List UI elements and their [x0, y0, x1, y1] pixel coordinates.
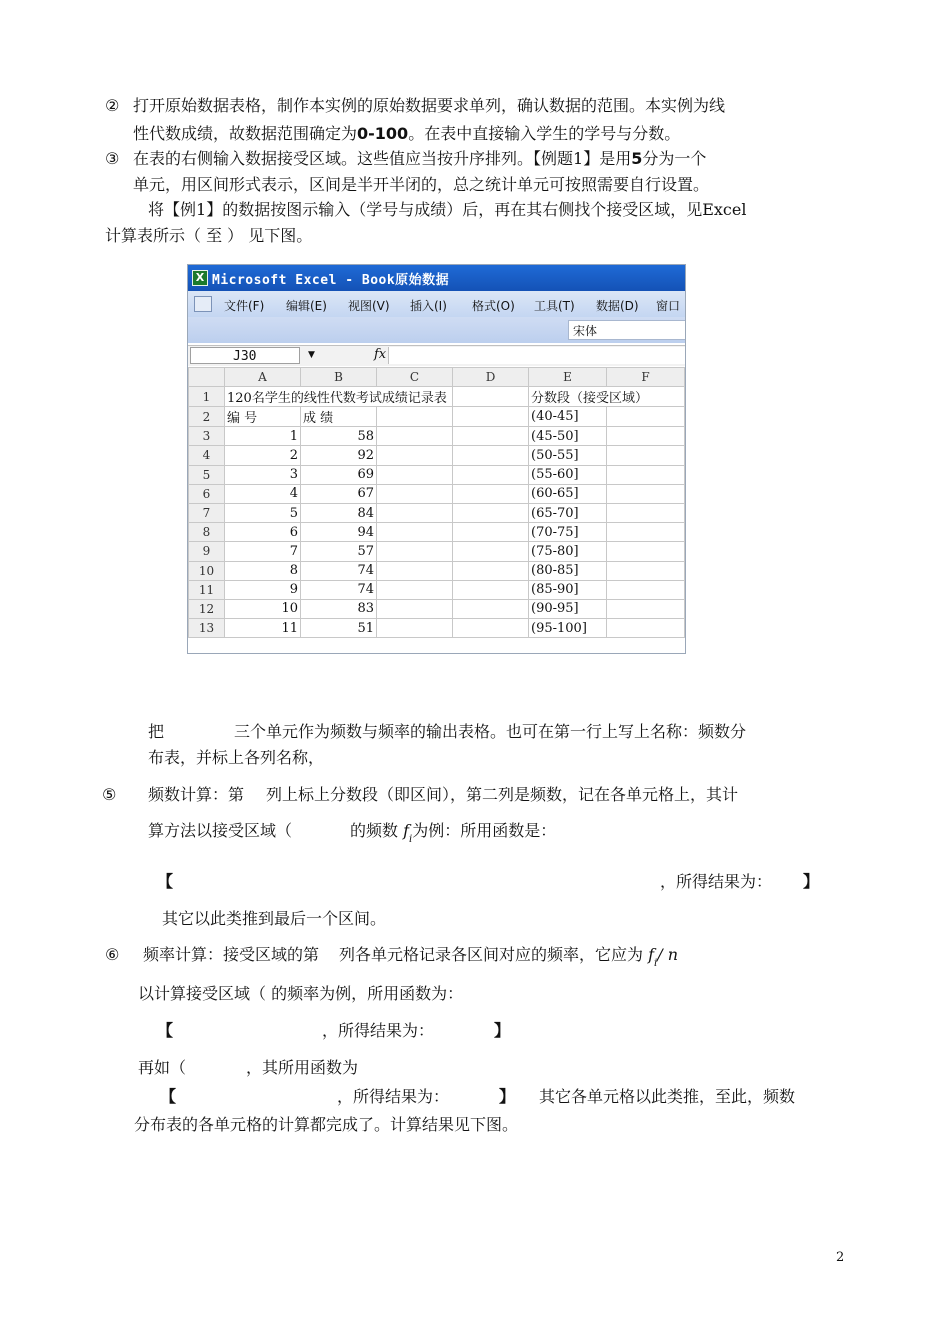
cell-range[interactable]: (75-80]	[529, 542, 607, 561]
cell[interactable]	[377, 542, 453, 561]
cell-score[interactable]: 83	[301, 599, 377, 618]
para5-line1: 频数计算：第 列上标上分数段（即区间），第二列是频数，记在各单元格上，其计	[148, 785, 739, 804]
cell-id-header[interactable]: 编 号	[225, 407, 301, 427]
cell-score[interactable]: 51	[301, 619, 377, 638]
table-row	[189, 542, 685, 561]
cell[interactable]	[377, 407, 453, 427]
row-header[interactable]: 3	[189, 427, 225, 446]
menu-insert[interactable]: 插入(I)	[410, 299, 447, 313]
cell-range[interactable]: (90-95]	[529, 599, 607, 618]
row-header[interactable]: 6	[189, 484, 225, 503]
cell-score[interactable]: 74	[301, 580, 377, 599]
row-header[interactable]: 5	[189, 465, 225, 484]
item-marker-3: ③	[105, 149, 120, 168]
row-header[interactable]: 4	[189, 446, 225, 465]
excel-menu-bar	[188, 291, 686, 317]
para5-line4: 其它以此类推到最后一个区间。	[162, 909, 387, 928]
cell-range[interactable]: (50-55]	[529, 446, 607, 465]
excel-toolbar	[188, 317, 686, 343]
para6-line6: 分布表的各单元格的计算都完成了。计算结果见下图。	[134, 1115, 519, 1134]
fx-icon[interactable]: fx	[374, 347, 387, 362]
cell[interactable]	[377, 484, 453, 503]
workbook-icon[interactable]	[194, 296, 212, 312]
cell[interactable]	[377, 465, 453, 484]
cell[interactable]	[607, 446, 685, 465]
cell[interactable]	[453, 619, 529, 638]
cell[interactable]	[607, 619, 685, 638]
cell[interactable]	[607, 523, 685, 542]
cell-range[interactable]: (40-45]	[529, 407, 607, 427]
row-header[interactable]: 12	[189, 599, 225, 618]
para4-line2: 计算表所示（ 至 ） 见下图。	[105, 226, 313, 245]
cell[interactable]	[453, 561, 529, 580]
table-row	[189, 465, 685, 484]
para6-bracket-open-2: 【	[160, 1087, 177, 1106]
para6-line1: 频率计算：接受区域的第 列各单元格记录各区间对应的频率，它应为 $f_i/$ n	[143, 945, 679, 969]
cell-range[interactable]: (65-70]	[529, 503, 607, 522]
menu-tools[interactable]: 工具(T)	[534, 299, 575, 313]
table-row	[189, 580, 685, 599]
table-row	[189, 407, 685, 427]
para2-line2: 性代数成绩，故数据范围确定为0-100。在表中直接输入学生的学号与分数。	[133, 124, 681, 143]
cell-id[interactable]: 1	[225, 427, 301, 446]
excel-window-title: Microsoft Excel - Book原始数据	[212, 273, 450, 288]
item-marker-6: ⑥	[105, 945, 120, 964]
spreadsheet-grid	[188, 367, 685, 638]
table-row	[189, 484, 685, 503]
cell-id[interactable]: 8	[225, 561, 301, 580]
table-row	[189, 619, 685, 638]
table-row	[189, 561, 685, 580]
table-row	[189, 523, 685, 542]
cell-range[interactable]: (80-85]	[529, 561, 607, 580]
cell-id[interactable]: 5	[225, 503, 301, 522]
row-header[interactable]: 8	[189, 523, 225, 542]
row-header[interactable]: 11	[189, 580, 225, 599]
cell-id[interactable]: 6	[225, 523, 301, 542]
cell[interactable]	[607, 407, 685, 427]
para4-line1: 将【例1】的数据按图示输入（学号与成绩）后，再在其右侧找个接受区域，见Excel	[148, 200, 747, 219]
cell[interactable]	[453, 407, 529, 427]
menu-edit[interactable]: 编辑(E)	[286, 299, 327, 313]
column-header[interactable]: B	[301, 368, 377, 387]
cell[interactable]	[607, 427, 685, 446]
cell[interactable]	[453, 599, 529, 618]
para-ba-line2: 布表，并标上各列名称，	[148, 748, 325, 767]
cell-id[interactable]: 7	[225, 542, 301, 561]
cell[interactable]	[377, 503, 453, 522]
table-row	[189, 427, 685, 446]
cell-id[interactable]: 9	[225, 580, 301, 599]
formula-input[interactable]	[388, 347, 686, 364]
para6-result-label-2: ，所得结果为：	[337, 1087, 450, 1106]
cell-range[interactable]: (55-60]	[529, 465, 607, 484]
cell[interactable]	[377, 561, 453, 580]
column-header[interactable]: F	[607, 368, 685, 387]
column-header[interactable]: D	[453, 368, 529, 387]
column-header[interactable]: C	[377, 368, 453, 387]
font-name-select[interactable]: 宋体	[568, 320, 686, 340]
cell-id[interactable]: 11	[225, 619, 301, 638]
page-number: 2	[836, 1250, 845, 1265]
menu-format[interactable]: 格式(O)	[472, 299, 515, 313]
menu-data[interactable]: 数据(D)	[596, 299, 639, 313]
cell-score[interactable]: 92	[301, 446, 377, 465]
cell[interactable]	[453, 427, 529, 446]
item-marker-2: ②	[105, 96, 120, 115]
para-ba-line1: 把 三个单元作为频数与频率的输出表格。也可在第一行上写上名称：频数分	[148, 722, 747, 741]
para5-bracket-close: 】	[803, 872, 820, 891]
row-header[interactable]: 13	[189, 619, 225, 638]
cell[interactable]	[607, 542, 685, 561]
para6-result-label: ，所得结果为：	[322, 1021, 435, 1040]
cell-id[interactable]: 4	[225, 484, 301, 503]
select-all-corner[interactable]	[189, 368, 225, 387]
cell[interactable]	[453, 503, 529, 522]
cell[interactable]	[453, 523, 529, 542]
cell[interactable]	[453, 446, 529, 465]
cell[interactable]	[377, 446, 453, 465]
cell-range[interactable]: (70-75]	[529, 523, 607, 542]
cell[interactable]	[453, 387, 529, 407]
menu-view[interactable]: 视图(V)	[348, 299, 390, 313]
cell-score-header[interactable]: 成 绩	[301, 407, 377, 427]
cell-score[interactable]: 69	[301, 465, 377, 484]
para5-bracket-open: 【	[157, 872, 174, 891]
row-header[interactable]: 7	[189, 503, 225, 522]
cell-score[interactable]: 74	[301, 561, 377, 580]
row-header[interactable]: 2	[189, 407, 225, 427]
cell[interactable]	[377, 599, 453, 618]
table-row	[189, 387, 685, 407]
excel-logo-icon: X	[192, 270, 208, 286]
item-marker-5: ⑤	[102, 785, 117, 804]
para6-line5-tail: 其它各单元格以此类推，至此，频数	[539, 1087, 796, 1106]
cell[interactable]	[607, 484, 685, 503]
cell[interactable]	[377, 619, 453, 638]
para5-line2: 算方法以接受区域（ 的频数 $f_i$为例：所用函数是：	[148, 821, 557, 845]
cell-range-header[interactable]: 分数段（接受区域）	[529, 387, 685, 407]
menu-window[interactable]: 窗口	[656, 299, 681, 313]
para6-bracket-close-2: 】	[499, 1087, 516, 1106]
cell-score[interactable]: 58	[301, 427, 377, 446]
para6-bracket-close: 】	[494, 1021, 511, 1040]
column-header[interactable]: E	[529, 368, 607, 387]
cell-score[interactable]: 67	[301, 484, 377, 503]
cell-id[interactable]: 10	[225, 599, 301, 618]
cell-score[interactable]: 84	[301, 503, 377, 522]
table-row	[189, 503, 685, 522]
excel-title-bar	[188, 265, 686, 291]
cell[interactable]	[453, 580, 529, 599]
cell[interactable]	[607, 503, 685, 522]
cell[interactable]	[377, 427, 453, 446]
column-header[interactable]: A	[225, 368, 301, 387]
cell[interactable]	[607, 465, 685, 484]
excel-screenshot	[187, 264, 686, 654]
cell-range[interactable]: (85-90]	[529, 580, 607, 599]
cell[interactable]	[607, 561, 685, 580]
cell-range[interactable]: (95-100]	[529, 619, 607, 638]
cell[interactable]	[377, 523, 453, 542]
para6-bracket-open: 【	[157, 1021, 174, 1040]
chevron-down-icon[interactable]: ▼	[308, 350, 315, 360]
para5-result-label: ，所得结果为：	[660, 872, 773, 891]
cell[interactable]	[453, 542, 529, 561]
name-box[interactable]: J30	[190, 347, 300, 364]
cell-id[interactable]: 3	[225, 465, 301, 484]
cell[interactable]	[607, 599, 685, 618]
para6-line2: 以计算接受区域（ 的频率为例，所用函数为：	[138, 984, 464, 1003]
table-row	[189, 446, 685, 465]
para6-line4: 再如（ ，其所用函数为	[138, 1058, 359, 1077]
cell[interactable]	[377, 580, 453, 599]
cell-score[interactable]: 57	[301, 542, 377, 561]
menu-file[interactable]: 文件(F)	[224, 299, 265, 313]
para3-line2: 单元，用区间形式表示，区间是半开半闭的，总之统计单元可按照需要自行设置。	[133, 175, 710, 194]
cell-range[interactable]: (45-50]	[529, 427, 607, 446]
para2-line1: 打开原始数据表格，制作本实例的原始数据要求单列，确认数据的范围。本实例为线	[133, 96, 726, 115]
cell[interactable]	[607, 580, 685, 599]
formula-bar	[188, 345, 686, 366]
cell[interactable]	[453, 484, 529, 503]
row-header[interactable]: 1	[189, 387, 225, 407]
cell[interactable]	[453, 465, 529, 484]
row-header[interactable]: 9	[189, 542, 225, 561]
table-row	[189, 599, 685, 618]
row-header[interactable]: 10	[189, 561, 225, 580]
para3-line1: 在表的右侧输入数据接受区域。这些值应当按升序排列。【例题1】是用5分为一个	[133, 149, 707, 168]
cell-range[interactable]: (60-65]	[529, 484, 607, 503]
cell-score[interactable]: 94	[301, 523, 377, 542]
cell-title[interactable]: 120名学生的线性代数考试成绩记录表	[225, 387, 453, 407]
column-header-row	[189, 368, 685, 387]
cell-id[interactable]: 2	[225, 446, 301, 465]
